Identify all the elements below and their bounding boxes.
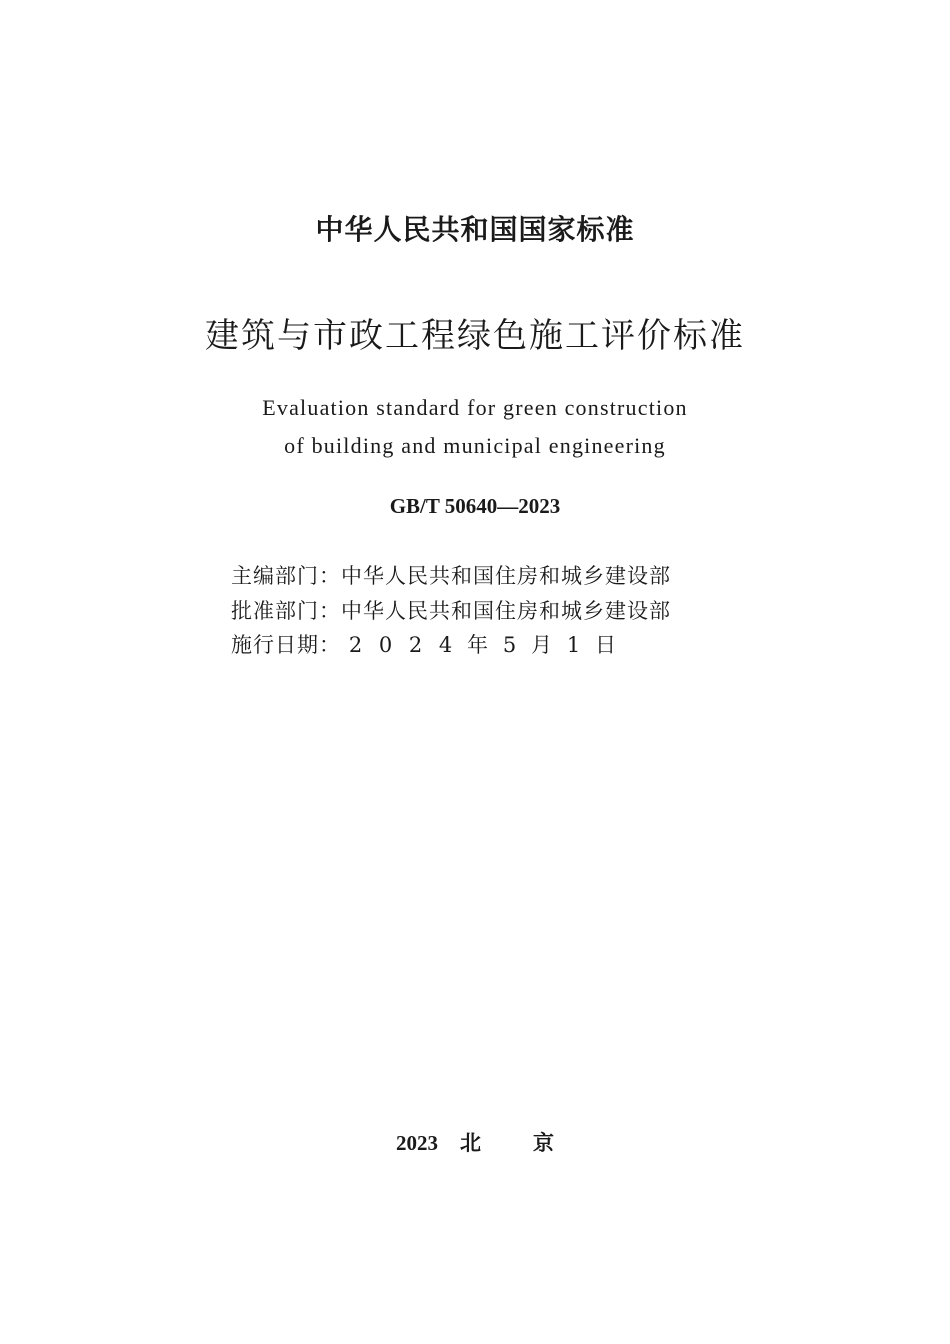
publication-footer	[0, 1127, 950, 1157]
standard-code: GB/T 50640—2023	[389, 494, 561, 518]
year-char: 年	[467, 633, 489, 657]
day-value: 1	[566, 633, 582, 657]
year-digit: 4	[438, 633, 454, 657]
issuance-info	[231, 559, 671, 663]
day-char: 日	[595, 633, 617, 657]
year-digit: 2	[348, 633, 364, 657]
title-english-line-2: of building and municipal engineering	[284, 433, 666, 458]
title-english-line-1: Evaluation standard for green construction	[262, 395, 688, 420]
effective-date-row	[231, 628, 671, 663]
chief-dept-value: 中华人民共和国住房和城乡建设部	[341, 564, 671, 588]
chief-dept-row	[231, 559, 671, 594]
national-standard-heading: 中华人民共和国国家标准	[315, 213, 635, 246]
approval-dept-row	[231, 594, 671, 629]
approval-dept-label: 批准部门：	[231, 598, 341, 623]
month-char: 月	[531, 633, 553, 657]
chief-dept-label: 主编部门：	[231, 564, 341, 588]
year-digit: 0	[378, 633, 394, 657]
effective-date-label: 施行日期：	[231, 633, 341, 657]
publication-city-char-1: 北	[460, 1131, 481, 1155]
approval-dept-value: 中华人民共和国住房和城乡建设部	[341, 598, 671, 623]
title-english	[0, 389, 950, 465]
publication-city-char-2: 京	[533, 1131, 554, 1155]
title-chinese: 建筑与市政工程绿色施工评价标准	[205, 316, 745, 356]
month-value: 5	[502, 633, 518, 657]
publication-year: 2023	[396, 1131, 438, 1155]
year-digit: 2	[408, 633, 424, 657]
